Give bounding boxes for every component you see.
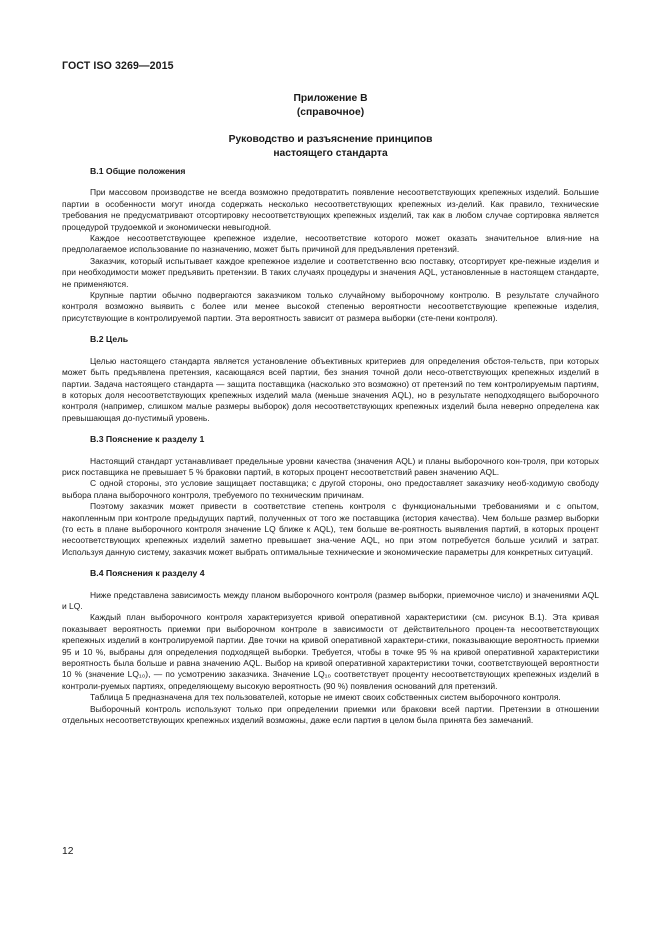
title-line-1: Руководство и разъяснение принципов bbox=[228, 134, 433, 145]
paragraph: Заказчик, который испытывает каждое крепежное изделие и соответственно всю поставку, отсортирует кре-пежные изделия и при необходимости может предъявить претензии. В таких случаях процедуры и значения AQL, установленные в настоящем стандарте, не применяются. bbox=[62, 255, 599, 289]
paragraph: Таблица 5 предназначена для тех пользователей, которые не имеют своих собственных систем выборочного контроля. bbox=[90, 692, 561, 703]
title-line-2: настоящего стандарта bbox=[273, 147, 388, 159]
paragraph: Поэтому заказчик может привести в соответствие степень контроля с функциональными требованиями и с опытом, накопленным при контроле предыдущих партий, полученных от того же поставщика (история качества). Чем больше размер выборки (то есть в плане выборочного контроля значение LQ ближе к AQL), тем больше ве-роятность выявления партий, в которых процент несоответствующих крепежных изделий заметно превышает зна-чение AQL, но при этом потребуется больше усилий и затрат. Используя данную систему, заказчик может выбрать оптимальные технические и экономические параметры для конкретных ситуаций. bbox=[62, 501, 599, 557]
paragraph: Крупные партии обычно подвергаются заказчиком только случайному выборочному контролю. В результате случайного контроля возможно выявить с более или менее высокой степенью вероятности несоответствующие крепежные изделия, присутствующие в контролируемой партии. Эта вероятность зависит от размера выборки (сте-пени контроля). bbox=[62, 290, 599, 323]
paragraph: Каждый план выборочного контроля характеризуется кривой оперативной характеристики (см. рисунок В.1). Эта кривая показывает вероятность приемки при выборочном контроле в зависимости от действительного процен-та несоответствующих крепежных изделий в контролируемой партии. Две точки на кривой оперативной характери-стики, показывающие вероятность приемки 95 и 10 %, выбраны для определения подходящей выборки. Требуется, чтобы в точке 95 % на кривой оперативной характеристики вероятность была больше и равна значению AQL. Выбор на кривой оперативной характеристики точки, соответствующей вероятности 10 % (значение LQ₁₀), — по усмотрению заказчика. Значение LQ₁₀ соответствует проценту несоответствующих крепежных изделий в контроли-руемых партиях, определяющему высокую вероятность (90 %) появления оснований для претензий. bbox=[62, 612, 599, 691]
page-number: 12 bbox=[62, 846, 74, 857]
appendix-heading bbox=[62, 92, 599, 120]
appendix-title: Приложение В bbox=[293, 93, 368, 104]
paragraph: Настоящий стандарт устанавливает предельные уровни качества (значения AQL) и планы выборочного кон-троля, при которых риск поставщика не превышает 5 % браковки партий, в которых процент несоответствий равен значению AQL. bbox=[62, 455, 599, 477]
paragraph: Выборочный контроль используют только при определении приемки или браковки всей партии. Претензии в отношении отдельных несоответствующих крепежных изделий возможны, даже если партия в целом была принята без замечаний. bbox=[62, 703, 599, 726]
section-heading-b3: В.3 Пояснение к разделу 1 bbox=[90, 434, 205, 445]
document-id-header: ГОСТ ISO 3269—2015 bbox=[62, 60, 174, 72]
document-title bbox=[62, 133, 599, 160]
document-body bbox=[62, 166, 599, 726]
paragraph: Каждое несоответствующее крепежное изделие, несоответствие которого может оказать значительное влия-ние на предполагаемое использование по назначению, может быть причиной для предъявления претензий. bbox=[62, 233, 599, 255]
section-heading-b4: В.4 Пояснения к разделу 4 bbox=[90, 568, 205, 579]
paragraph: С одной стороны, это условие защищает поставщика; с другой стороны, оно предоставляет заказчику необ-ходимую свободу выбора плана выборочного контроля, требуемого по техническим причинам. bbox=[62, 478, 599, 500]
paragraph: При массовом производстве не всегда возможно предотвратить появление несоответствующих крепежных изделий. Большие партии в особенности могут иногда содержать несколько несоответствующих крепежных из-делий. Как правило, технические требования не предусматривают отсортировку несоответствующих крепежных изделий, так как в любом случае сортировка является процедурой трудоемкой и экономически невыгодной. bbox=[62, 187, 599, 232]
section-heading-b2: В.2 Цель bbox=[90, 334, 129, 345]
appendix-subtitle: (справочное) bbox=[296, 107, 365, 118]
paragraph: Целью настоящего стандарта является установление объективных критериев для определения обстоя-тельств, при которых может быть предъявлена претензия, касающаяся всей партии, без знания точной доли несо-ответствующих крепежных изделий в партии. Задача настоящего стандарта — защита поставщика (насколько это возможно) от претензий по тем контролируемым партиям, в которых доля несоответствующих крепежных изделий мала (меньше значения AQL), но в результате неподходящего выборочного контроля (например, слишком малые размеры выборок) доля несоответствующих крепежных изделий была неверно определена как превышающая до-пустимый уровень. bbox=[62, 355, 599, 423]
paragraph: Ниже представлена зависимость между планом выборочного контроля (размер выборки, приемочное число) и значениями AQL и LQ. bbox=[62, 589, 599, 611]
section-heading-b1: В.1 Общие положения bbox=[90, 166, 186, 176]
